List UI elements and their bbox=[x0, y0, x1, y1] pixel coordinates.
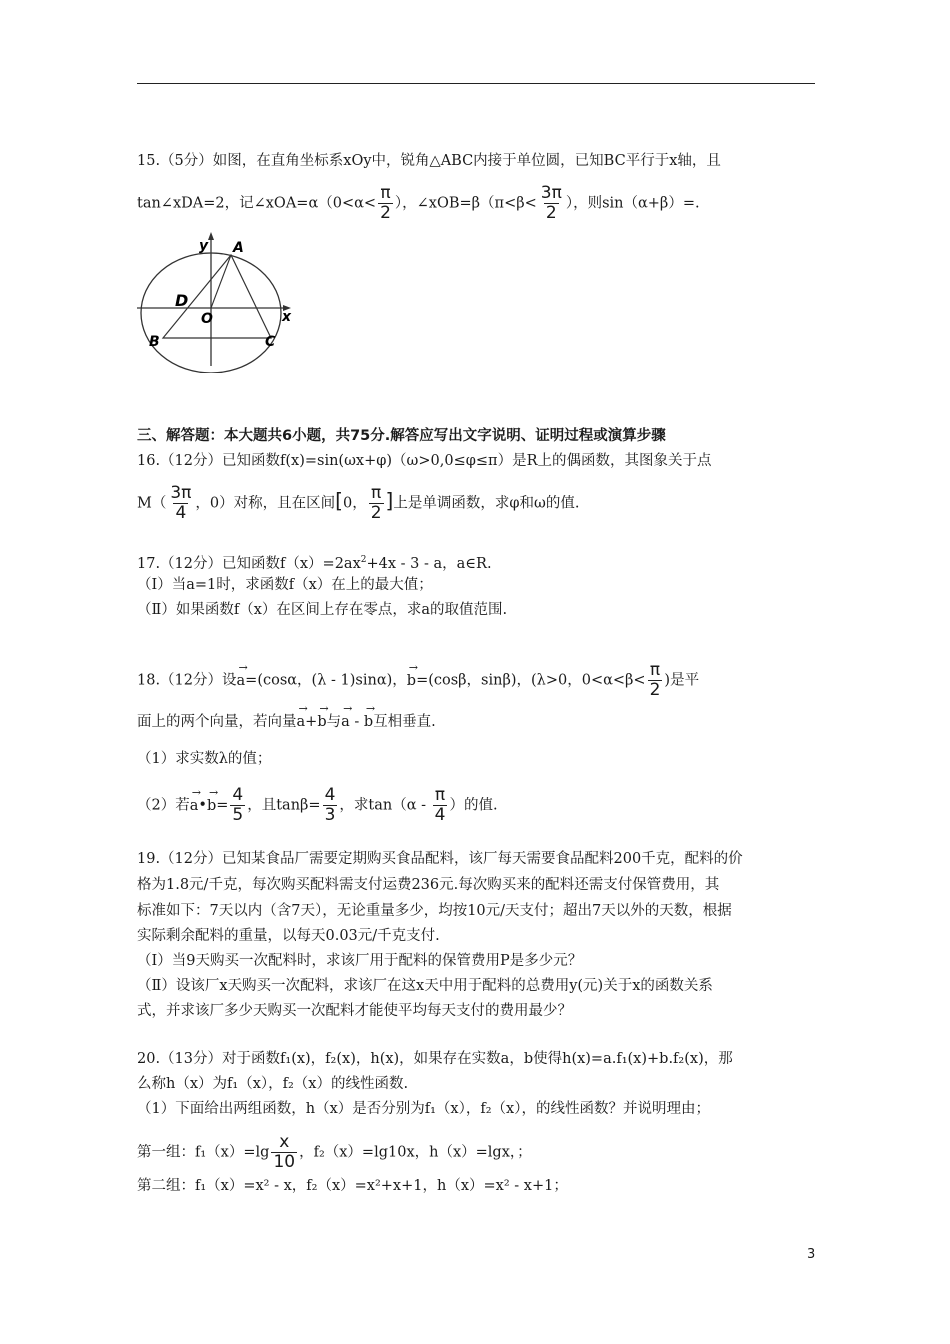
q19-line6: （Ⅱ）设该厂x天购买一次配料，求该厂在这x天中用于配料的总费用y(元)关于x的函数关系 bbox=[137, 978, 713, 994]
fraction-3pi-over-2: $\frac{3\pi}{2}$ bbox=[540, 183, 562, 223]
vector-a: → a bbox=[237, 671, 246, 691]
fraction-x-over-10: $\frac{x}{10}$ bbox=[273, 1132, 296, 1172]
fraction-4-over-3: $\frac{4}{3}$ bbox=[324, 785, 336, 825]
q16-line2: M（ $\frac{3\pi}{4}$ ，0）对称，且在区间[0， $\frac{\pi}{2}$ ]上是单调函数，求φ和ω的值. bbox=[137, 483, 580, 523]
label-o: O bbox=[201, 311, 213, 327]
q18-line4: （2）若→ a•→ b= $\frac{4}{5}$ ，且tanβ= $\frac{4}{3}$ ，求tan（α - $\frac{\pi}{4}$ ）的值. bbox=[137, 786, 498, 825]
label-d: D bbox=[175, 291, 189, 310]
q20-line1: 20.（13分）对于函数f₁(x)，f₂(x)，h(x)，如果存在实数a，b使得h(x)=a.f₁(x)+b.f₂(x)，那 bbox=[137, 1051, 733, 1067]
q20-line3: （1）下面给出两组函数，h（x）是否分别为f₁（x），f₂（x），的线性函数？并说明理由； bbox=[137, 1101, 710, 1117]
q15-line1: 15.（5分）如图，在直角坐标系xOy中，锐角△ABC内接于单位圆，已知BC平行于x轴，且 bbox=[137, 153, 721, 169]
q18-line2: 面上的两个向量，若向量→ a+→ b与→ a - → b互相垂直. bbox=[137, 712, 436, 732]
label-b: B bbox=[149, 334, 160, 350]
q19-line1: 19.（12分）已知某食品厂需要定期购买食品配料，该厂每天需要食品配料200千克，配料的价 bbox=[137, 851, 743, 867]
fraction-4-over-5: $\frac{4}{5}$ bbox=[232, 785, 244, 825]
fraction-pi-over-2: $\frac{\pi}{2}$ bbox=[649, 660, 661, 700]
q20-group1: 第一组：f₁（x）=lg $\frac{x}{10}$ ，f₂（x）=lg10x，h（x）=lgx，； bbox=[137, 1132, 532, 1172]
vector-b: → b bbox=[407, 671, 416, 691]
fraction-pi-over-4: $\frac{\pi}{4}$ bbox=[434, 785, 446, 825]
q15-line2: tan∠xDA=2，记∠xOA=α（0<α< $\frac{\pi}{2}$ ），∠xOB=β（π<β< $\frac{3\pi}{2}$ ），则sin（α+β）=. bbox=[137, 183, 700, 223]
fraction-3pi-over-4: $\frac{3\pi}{4}$ bbox=[170, 483, 192, 523]
section-heading: 三、解答题：本大题共6小题，共75分.解答应写出文字说明、证明过程或演算步骤 bbox=[137, 428, 666, 444]
q18-line3: （1）求实数λ的值； bbox=[137, 751, 272, 767]
q17-line3: （Ⅱ）如果函数f（x）在区间上存在零点，求a的取值范围. bbox=[137, 602, 508, 618]
q20-group2: 第二组：f₁（x）=x² - x，f₂（x）=x²+x+1，h（x）=x² - x+1； bbox=[137, 1178, 568, 1194]
q18-line1: 18.（12分）设→ a=(cosα，(λ - 1)sinα)，→ b=(cosβ，sinβ)，(λ>0，0<α<β< $\frac{\pi}{2}$ )是平 bbox=[137, 661, 699, 700]
fraction-pi-over-2: $\frac{\pi}{2}$ bbox=[380, 183, 391, 223]
q17-line1: 17.（12分）已知函数$f(x)=2ax^2+4x - 3 - a$，a∈R. bbox=[137, 555, 492, 572]
label-y: y bbox=[199, 238, 209, 254]
label-a: A bbox=[233, 240, 244, 256]
q19-line4: 实际剩余配料的重量，以每天0.03元/千克支付. bbox=[137, 928, 440, 944]
y-axis-arrow bbox=[208, 232, 214, 240]
fraction-pi-over-2: $\frac{\pi}{2}$ bbox=[370, 483, 382, 523]
unit-circle-figure bbox=[135, 228, 295, 373]
q19-line3: 标准如下：7天以内（含7天），无论重量多少，均按10元/天支付；超出7天以外的天数，根据 bbox=[137, 903, 732, 919]
q19-line5: （Ⅰ）当9天购买一次配料时，求该厂用于配料的保管费用P是多少元？ bbox=[137, 953, 583, 969]
label-x: x bbox=[282, 309, 292, 325]
label-c: C bbox=[265, 334, 276, 350]
page-number: 3 bbox=[807, 1247, 816, 1262]
q19-line7: 式，并求该厂多少天购买一次配料才能使平均每天支付的费用最少？ bbox=[137, 1003, 572, 1019]
segment-oa bbox=[211, 255, 231, 308]
q20-line2: 么称h（x）为f₁（x），f₂（x）的线性函数. bbox=[137, 1076, 409, 1092]
q19-line2: 格为1.8元/千克，每次购买配料需支付运费236元.每次购买来的配料还需支付保管费用，其 bbox=[137, 877, 720, 893]
q16-line1: 16.（12分）已知函数f(x)=sin(ωx+φ)（ω>0,0≤φ≤π）是R上的偶函数，其图象关于点 bbox=[137, 453, 712, 469]
q17-line2: （Ⅰ）当a=1时，求函数f（x）在上的最大值； bbox=[137, 577, 433, 593]
header-rule bbox=[137, 83, 815, 84]
